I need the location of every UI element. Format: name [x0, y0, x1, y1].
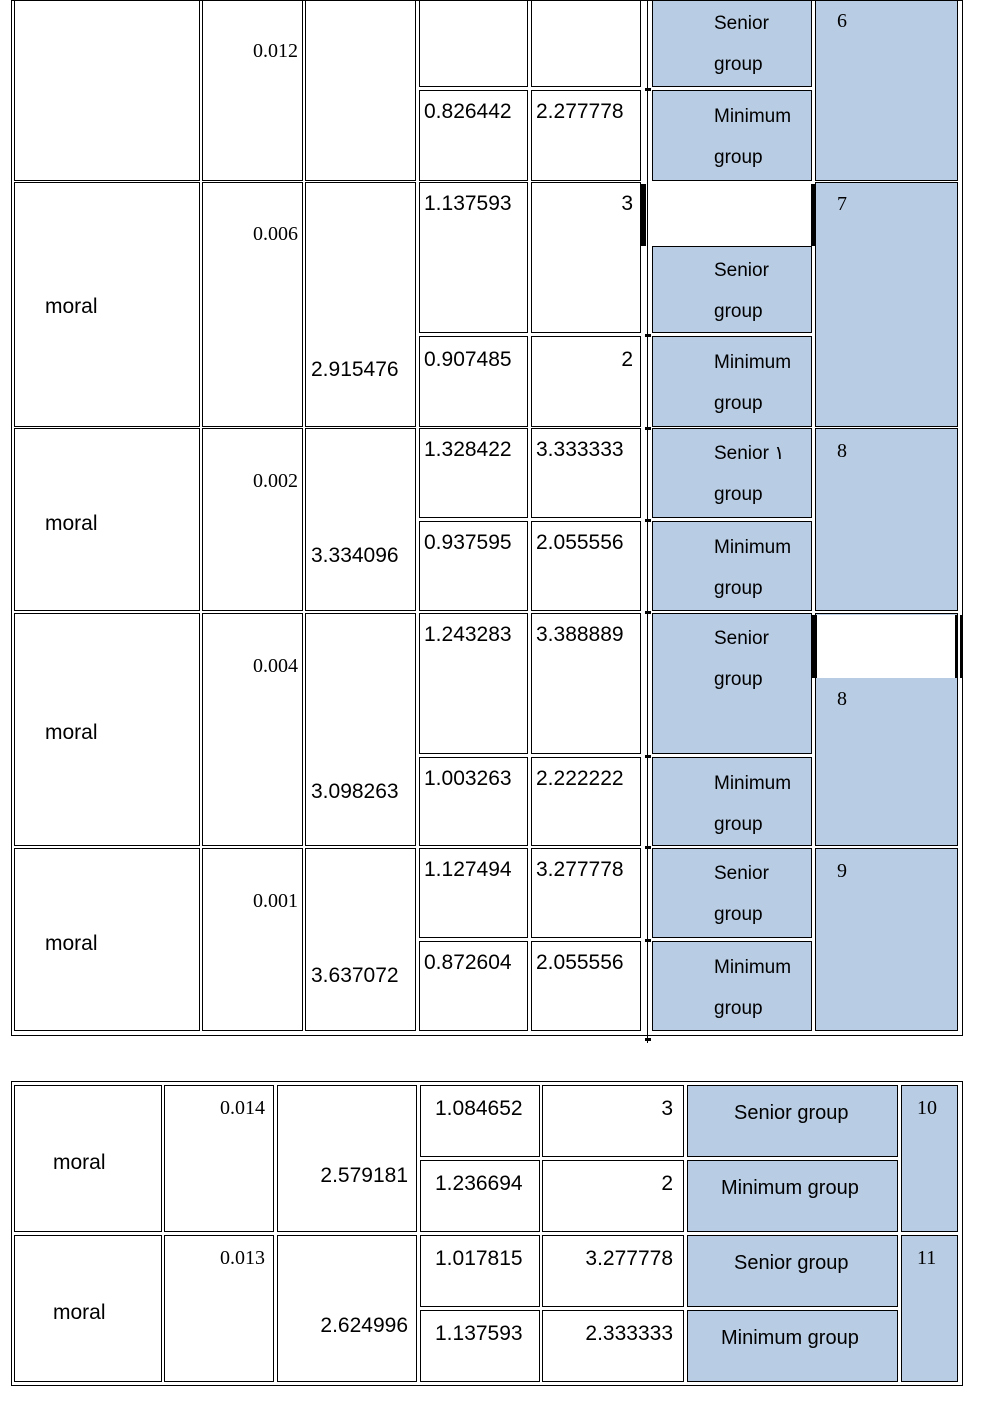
minimum-mean-value: 2.055556: [536, 951, 624, 974]
row-label: moral: [45, 295, 98, 318]
minimum-sd-value: 0.826442: [424, 100, 512, 123]
minimum-mean-value: 2.222222: [536, 767, 624, 790]
senior-group-label: Senior group: [734, 1252, 849, 1274]
minimum-group-label: Minimum group: [721, 1177, 859, 1199]
senior-mean-value: 3.333333: [536, 438, 624, 461]
label-cell: [14, 613, 200, 846]
minimum-sd-cell: [419, 521, 528, 611]
row-label: moral: [53, 1301, 106, 1324]
minimum-group-label: Minimum group: [714, 957, 792, 1019]
sig-cell: [202, 428, 303, 611]
tick-mark: [645, 334, 651, 337]
minimum-group-cell: [652, 90, 812, 181]
thick-border: [960, 615, 963, 678]
minimum-group-label: Minimum group: [714, 106, 792, 168]
senior-mean-value: 3.277778: [536, 858, 624, 881]
thick-border: [955, 615, 958, 678]
senior-group-label: Senior group: [734, 1102, 849, 1124]
row-label: moral: [45, 512, 98, 535]
senior-mean-value: 3.277778: [585, 1247, 673, 1270]
senior-sd-cell: [419, 848, 528, 938]
row-number: 11: [917, 1247, 937, 1269]
label-cell: [14, 428, 200, 611]
sig-value: 0.014: [220, 1097, 265, 1119]
minimum-mean-cell: [531, 757, 641, 846]
senior-group-cell: [652, 428, 812, 518]
senior-group-cell: [652, 0, 812, 87]
minimum-sd-value: 0.937595: [424, 531, 512, 554]
senior-mean-cell: [542, 1085, 684, 1157]
minimum-sd-value: 1.137593: [435, 1322, 523, 1345]
t-cell: [277, 1085, 417, 1232]
t-value: 2.579181: [320, 1164, 408, 1187]
tick-mark: [645, 427, 651, 430]
t-cell: [305, 848, 416, 1031]
minimum-group-cell: [652, 521, 812, 611]
minimum-sd-value: 1.003263: [424, 767, 512, 790]
thick-border: [812, 615, 817, 678]
blank-notch: [816, 615, 958, 678]
minimum-group-label: Minimum group: [721, 1327, 859, 1349]
senior-group-label: Senior group: [714, 863, 769, 925]
minimum-sd-value: 1.236694: [435, 1172, 523, 1195]
t-cell: [305, 428, 416, 611]
senior-sd-value: 1.137593: [424, 192, 512, 215]
sig-value: 0.012: [253, 40, 298, 62]
senior-sd-value: 1.017815: [435, 1247, 523, 1270]
minimum-group-cell: [652, 757, 812, 846]
senior-group-label: Senior ١ group: [714, 443, 785, 505]
senior-sd-cell: [419, 0, 528, 87]
number-cell: [815, 182, 958, 427]
senior-mean-cell: [531, 182, 641, 333]
minimum-sd-cell: [419, 90, 528, 181]
senior-group-label: Senior group: [714, 13, 769, 75]
senior-mean-value: 3.388889: [536, 623, 624, 646]
senior-sd-value: 1.328422: [424, 438, 512, 461]
senior-mean-cell: [531, 0, 641, 87]
t-value: 2.915476: [311, 358, 399, 381]
senior-sd-cell: [420, 1085, 540, 1157]
sig-cell: [202, 613, 303, 846]
senior-mean-cell: [531, 428, 641, 518]
minimum-mean-value: 2.333333: [585, 1322, 673, 1345]
minimum-mean-cell: [531, 941, 641, 1031]
sig-cell: [202, 0, 303, 181]
sig-cell: [202, 182, 303, 427]
minimum-group-cell: [652, 941, 812, 1031]
senior-group-cell: [687, 1235, 898, 1307]
senior-sd-cell: [419, 182, 528, 333]
minimum-mean-value: 2.277778: [536, 100, 624, 123]
senior-mean-cell: [531, 613, 641, 754]
sig-value: 0.006: [253, 223, 298, 245]
minimum-sd-cell: [419, 941, 528, 1031]
t-cell: [305, 182, 416, 427]
senior-mean-value: 3: [621, 192, 633, 215]
t-value: 3.098263: [311, 780, 399, 803]
senior-group-cell: [652, 246, 812, 333]
minimum-group-label: Minimum group: [714, 352, 792, 414]
sig-cell: [164, 1085, 274, 1232]
sig-value: 0.002: [253, 470, 298, 492]
minimum-group-cell: [652, 336, 812, 427]
minimum-mean-cell: [531, 336, 641, 427]
minimum-sd-value: 0.907485: [424, 348, 512, 371]
minimum-mean-value: 2.055556: [536, 531, 624, 554]
minimum-sd-cell: [420, 1310, 540, 1382]
row-number: 7: [837, 193, 847, 215]
minimum-mean-value: 2: [621, 348, 633, 371]
minimum-sd-cell: [419, 336, 528, 427]
row-label: moral: [45, 932, 98, 955]
row-number: 10: [917, 1097, 937, 1119]
label-cell: [14, 182, 200, 427]
row-number: 6: [837, 10, 847, 32]
label-cell: [14, 1235, 162, 1382]
t-cell: [277, 1235, 417, 1382]
sig-value: 0.004: [253, 655, 298, 677]
number-cell: [901, 1235, 958, 1382]
senior-group-cell: [687, 1085, 898, 1157]
minimum-mean-value: 2: [661, 1172, 673, 1195]
sig-value: 0.001: [253, 890, 298, 912]
senior-mean-cell: [531, 848, 641, 938]
t-value: 3.637072: [311, 964, 399, 987]
tick-mark: [645, 1038, 651, 1041]
senior-mean-cell: [542, 1235, 684, 1307]
senior-group-cell: [652, 613, 812, 754]
tick-mark: [645, 939, 651, 942]
senior-group-label: Senior group: [714, 628, 769, 690]
senior-sd-cell: [419, 428, 528, 518]
senior-sd-value: 1.243283: [424, 623, 512, 646]
t-cell: [305, 613, 416, 846]
thick-border: [811, 184, 816, 246]
minimum-group-cell: [687, 1160, 898, 1232]
tick-mark: [645, 611, 651, 614]
blank-notch: [645, 184, 815, 246]
number-cell: [901, 1085, 958, 1232]
row-label: moral: [45, 721, 98, 744]
minimum-sd-value: 0.872604: [424, 951, 512, 974]
minimum-mean-cell: [531, 90, 641, 181]
row-number: 8: [837, 688, 847, 710]
minimum-sd-cell: [419, 757, 528, 846]
thick-border: [641, 184, 646, 246]
label-cell: [14, 1085, 162, 1232]
number-cell: [815, 848, 958, 1031]
tick-mark: [645, 846, 651, 849]
label-cell: [14, 0, 200, 181]
minimum-mean-cell: [531, 521, 641, 611]
number-cell: [815, 0, 958, 181]
label-cell: [14, 848, 200, 1031]
senior-group-cell: [652, 848, 812, 938]
sig-value: 0.013: [220, 1247, 265, 1269]
minimum-mean-cell: [542, 1160, 684, 1232]
sig-cell: [164, 1235, 274, 1382]
t-value: 3.334096: [311, 544, 399, 567]
minimum-group-cell: [687, 1310, 898, 1382]
senior-mean-value: 3: [661, 1097, 673, 1120]
senior-sd-cell: [420, 1235, 540, 1307]
minimum-mean-cell: [542, 1310, 684, 1382]
sig-cell: [202, 848, 303, 1031]
tick-mark: [645, 755, 651, 758]
minimum-group-label: Minimum group: [714, 537, 792, 599]
tick-mark: [645, 88, 651, 91]
senior-group-label: Senior group: [714, 260, 769, 322]
row-number: 9: [837, 860, 847, 882]
minimum-group-label: Minimum group: [714, 773, 792, 835]
senior-sd-cell: [419, 613, 528, 754]
row-number: 8: [837, 440, 847, 462]
senior-sd-value: 1.084652: [435, 1097, 523, 1120]
row-label: moral: [53, 1151, 106, 1174]
t-cell: [305, 0, 416, 181]
t-value: 2.624996: [320, 1314, 408, 1337]
senior-sd-value: 1.127494: [424, 858, 512, 881]
number-cell: [815, 428, 958, 611]
tick-mark: [645, 519, 651, 522]
minimum-sd-cell: [420, 1160, 540, 1232]
